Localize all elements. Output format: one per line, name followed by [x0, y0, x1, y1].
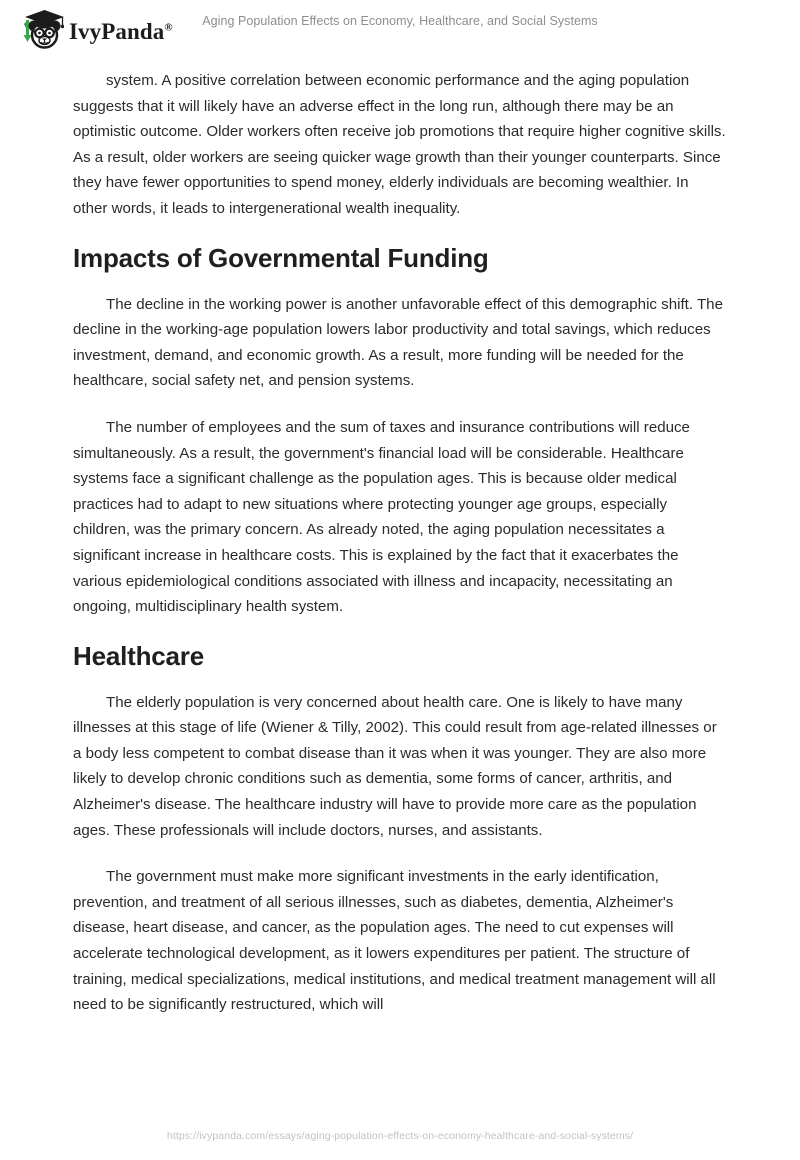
page-footer: [0, 1126, 800, 1144]
paragraph-working-power-decline: The decline in the working power is another unfavorable effect of this demographic shift. The decline in the working-age population lowers labor productivity and total savings, which reduces investment, demand, and economic growth. As a result, more funding will be needed for the healthcare, social safety net, and pension systems.: [73, 295, 723, 390]
page-header: [0, 0, 800, 60]
paragraph-continuation: system. A positive correlation between economic performance and the aging population suggests that it will likely have an adverse effect in the long run, although there may be an optimistic outcome. Older workers often receive job promotions that require higher cognitive skills. As a result, older workers are seeing quicker wage growth than their younger counterparts. Since they have fewer opportunities to spend money, elderly individuals are becoming wealthier. In other words, it leads to intergenerational wealth inequality.: [73, 72, 726, 217]
section-heading-healthcare: Healthcare: [73, 640, 204, 671]
document-body: [73, 68, 727, 1039]
registered-trademark-symbol: ®: [164, 20, 173, 33]
document-title: Aging Population Effects on Economy, Healthcare, and Social Systems: [202, 14, 598, 28]
paragraph-elderly-health-concerns: The elderly population is very concerned about health care. One is likely to have many illnesses at this stage of life (Wiener & Tilly, 2002). This could result from age-related illnesses or a body less competent to combat disease than it was when it was younger. They are also more likely to develop chronic conditions such as dementia, some forms of cancer, arthritis, and Alzheimer's disease. The healthcare industry will have to provide more care as the population ages. These professionals will include doctors, nurses, and assistants.: [73, 693, 717, 839]
section-heading-governmental-funding: Impacts of Governmental Funding: [73, 242, 489, 273]
source-url-link[interactable]: https://ivypanda.com/essays/aging-population-effects-on-economy-healthcare-and-social-systems/: [166, 1130, 634, 1142]
paragraph-government-investments: The government must make more significant investments in the early identification, prevention, and treatment of all serious illnesses, such as diabetes, dementia, Alzheimer's disease, heart disease, and cancer, as the population ages. The need to cut expenses will accelerate technological development, as it lowers expenditures per patient. The structure of training, medical specializations, medical institutions, and medical treatment management will all need to be significantly restructured, which will: [73, 868, 716, 1014]
brand-name-text: IvyPanda: [69, 18, 165, 44]
paragraph-taxes-and-healthcare-systems: The number of employees and the sum of taxes and insurance contributions will reduce simultaneously. As a result, the government's financial load will be considerable. Healthcare systems face a significant challenge as the population ages. This is because older medical practices had to adapt to new situations where protecting younger age groups, especially children, was the primary concern. As already noted, the aging population necessitates a significant increase in healthcare costs. This is explained by the fact that it exacerbates the various epidemiological conditions associated with illness and incapacity, necessitating an ongoing, multidisciplinary health system.: [73, 418, 690, 616]
